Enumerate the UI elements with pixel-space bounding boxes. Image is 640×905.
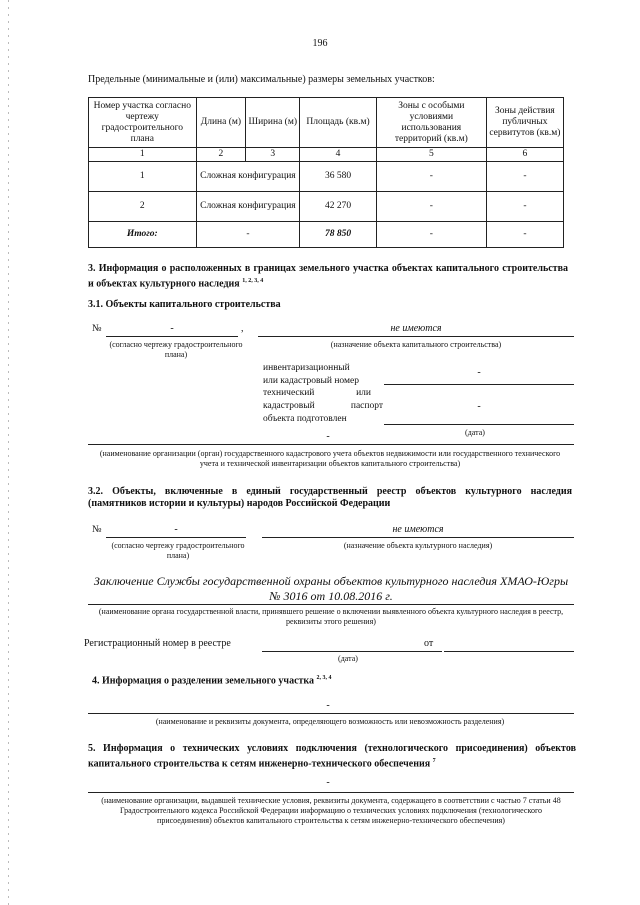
heritage-number-prefix: № — [92, 524, 102, 535]
header-cell: Площадь (кв.м) — [300, 98, 377, 148]
section-4-title-text: 4. Информация о разделении земельного участка — [92, 675, 315, 687]
inventory-label-2: или кадастровый номер — [263, 376, 359, 386]
section-3-2-title: 3.2. Объекты, включенные в единый государственный реестр объектов культурного наследия (памятников истории и культуры) народов Российской Федерации — [88, 486, 572, 509]
plot-servitudes: - — [486, 192, 563, 222]
registry-date-line — [444, 651, 574, 652]
object-purpose-caption: (назначение объекта капитального строительства) — [330, 340, 502, 349]
passport-line — [384, 424, 574, 425]
plot-zones: - — [376, 162, 486, 192]
inventory-number-value: - — [477, 367, 481, 378]
tech-conditions-line — [88, 792, 574, 793]
index-cell: 6 — [486, 148, 563, 162]
heritage-number-value: - — [174, 524, 178, 535]
section-5-title-text: 5. Информация о технических условиях подключения (технологического присоединения) объектов капитального строительства к сетям инженерно-технического обеспечения — [88, 743, 576, 770]
index-cell: 5 — [376, 148, 486, 162]
table-total-row — [89, 222, 564, 248]
passport-label-2b: паспорт — [350, 401, 383, 411]
passport-label-2a: кадастровый — [263, 401, 315, 411]
index-cell: 2 — [196, 148, 246, 162]
header-cell: Зоны с особыми условиями использования территорий (кв.м) — [376, 98, 486, 148]
passport-label-1 — [263, 388, 371, 399]
header-cell: Зоны действия публичных сервитутов (кв.м) — [486, 98, 563, 148]
passport-label-1a: технический — [263, 388, 315, 398]
table-row — [89, 192, 564, 222]
total-area: 78 850 — [300, 222, 377, 248]
registry-number-line — [262, 651, 442, 652]
index-cell: 1 — [89, 148, 197, 162]
section-5-footnote: 7 — [432, 758, 436, 764]
division-value: - — [326, 700, 330, 711]
plot-area: 42 270 — [300, 192, 377, 222]
section-4-footnote: 2, 3, 4 — [316, 675, 332, 681]
index-cell: 3 — [246, 148, 300, 162]
conclusion-line — [88, 604, 574, 605]
object-purpose-value: не имеются — [390, 323, 442, 334]
binding-margin — [8, 0, 9, 905]
comma: , — [241, 323, 244, 334]
heritage-number-caption: (согласно чертежу градостроительного плана) — [111, 541, 245, 560]
division-caption: (наименование и реквизиты документа, определяющего возможность или невозможность разделения) — [155, 717, 505, 726]
section-4-title — [92, 672, 332, 687]
header-cell: Номер участка согласно чертежу градостроительного плана — [89, 98, 197, 148]
tech-conditions-caption: (наименование организации, выдавшей технические условия, реквизиты документа, содержащего в соответствии с частью 7 статьи 48 Градостроительного кодекса Российской Федерации информацию о технических условиях подключения (технологического присоединения) объектов капитального строительства к сетям инженерно-технического обеспечения) — [101, 796, 561, 825]
heritage-purpose-value: не имеются — [392, 524, 444, 535]
heritage-purpose-line — [262, 537, 574, 538]
plot-dimensions: Сложная конфигурация — [196, 162, 300, 192]
page-number: 196 — [312, 38, 328, 49]
registry-date-caption: (дата) — [338, 654, 358, 663]
heritage-number-line — [106, 537, 246, 538]
cadastral-org-value: - — [326, 431, 330, 442]
number-prefix: № — [92, 323, 102, 334]
total-label: Итого: — [89, 222, 197, 248]
header-cell: Ширина (м) — [246, 98, 300, 148]
table-row — [89, 162, 564, 192]
plot-number: 1 — [89, 162, 197, 192]
land-plot-table — [88, 97, 564, 248]
division-line — [88, 713, 574, 714]
object-number-line — [106, 336, 238, 337]
heritage-purpose-caption: (назначение объекта культурного наследия) — [343, 541, 493, 550]
passport-label-3: объекта подготовлен — [263, 414, 347, 424]
plot-servitudes: - — [486, 162, 563, 192]
table-header-row — [89, 98, 564, 148]
registry-from-label: от — [424, 638, 434, 649]
passport-label-2 — [263, 401, 383, 412]
plot-zones: - — [376, 192, 486, 222]
passport-value: - — [477, 401, 481, 412]
total-zones: - — [376, 222, 486, 248]
conclusion-line-2: № 3016 от 10.08.2016 г. — [269, 589, 393, 603]
total-dimensions: - — [196, 222, 300, 248]
plot-number: 2 — [89, 192, 197, 222]
section-3-footnote: 1, 2, 3, 4 — [242, 278, 264, 284]
index-cell: 4 — [300, 148, 377, 162]
inventory-label-1: инвентаризационный — [263, 363, 350, 373]
inventory-number-line — [384, 384, 574, 385]
header-cell: Длина (м) — [196, 98, 246, 148]
section-3-1-title: 3.1. Объекты капитального строительства — [88, 299, 281, 310]
object-purpose-line — [258, 336, 574, 337]
conclusion-line-1: Заключение Службы государственной охраны объектов культурного наследия ХМАО-Югры — [93, 574, 569, 588]
plot-area: 36 580 — [300, 162, 377, 192]
section-3-title-text: 3. Информация о расположенных в границах земельного участка объектах капитального строительства и объектах культурного наследия — [88, 263, 568, 290]
object-number-value: - — [170, 323, 174, 334]
passport-label-1b: или — [356, 388, 371, 398]
plot-dimensions: Сложная конфигурация — [196, 192, 300, 222]
table-index-row — [89, 148, 564, 162]
cadastral-org-line — [88, 444, 574, 445]
section-3-title — [88, 263, 568, 290]
intro-text: Предельные (минимальные и (или) максимальные) размеры земельных участков: — [88, 74, 435, 85]
object-number-caption: (согласно чертежу градостроительного плана) — [109, 340, 243, 359]
conclusion-caption: (наименование органа государственной власти, принявшего решение о включении выявленного объекта культурного наследия в реестр, реквизиты этого решения) — [98, 607, 564, 626]
registry-number-label: Регистрационный номер в реестре — [84, 638, 231, 649]
tech-conditions-value: - — [326, 777, 330, 788]
section-5-title — [88, 743, 576, 770]
cadastral-org-caption: (наименование организации (орган) государственного кадастрового учета объектов недвижимости или государственного технического учета и технической инвентаризации объектов капитального строительства) — [99, 449, 561, 468]
passport-date-caption: (дата) — [465, 428, 485, 437]
total-servitudes: - — [486, 222, 563, 248]
